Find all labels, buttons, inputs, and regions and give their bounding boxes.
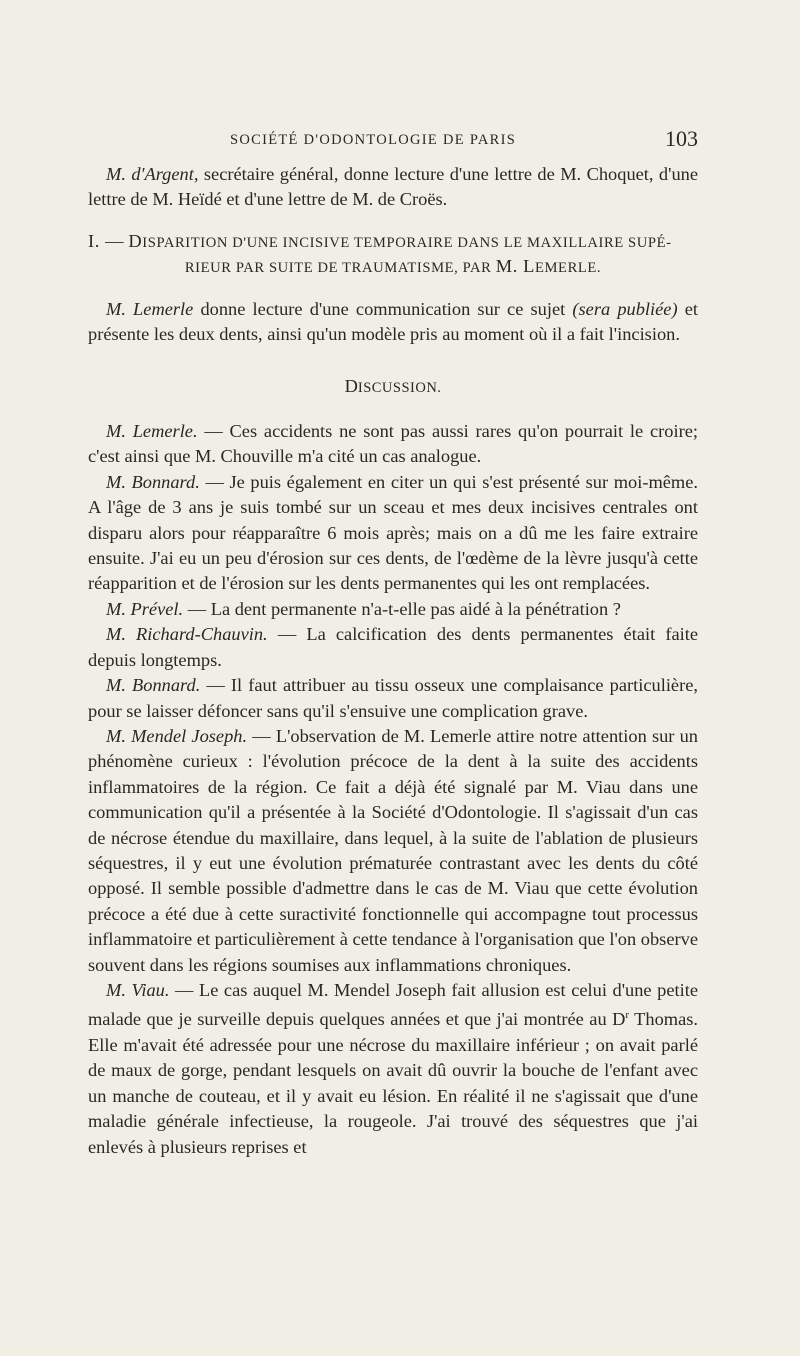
discussion-heading: DISCUSSION.	[344, 375, 442, 396]
speaker-name: M. Viau.	[106, 979, 170, 1000]
speaker-name: M. Richard-Chauvin.	[106, 624, 268, 645]
speaker-name: M. Lemerle	[106, 298, 194, 319]
paragraph-text: — Je puis également en citer un qui s'est présenté sur moi-même. A l'âge de 3 ans je suis tombé sur un sceau et mes deux incisives centrales ont disparu alors pour réapparaître 6 mois après; mais on a dû me les faire extraire ensuite. J'ai eu un peu d'érosion sur ces dents, de l'œdème de la lèvre jusqu'à cette réapparition et de l'érosion sur les dents permanentes qui les ont remplacées.	[88, 471, 698, 594]
intro-paragraph	[88, 162, 698, 213]
speaker-name: M. Bonnard.	[106, 675, 201, 696]
speaker-name: M. Lemerle.	[106, 421, 198, 442]
paragraph-text: — Il faut attribuer au tissu osseux une complaisance particulière, pour se laisser défoncer sans qu'il s'ensuive une complication grave.	[88, 675, 698, 721]
discussion-paragraph	[88, 470, 698, 597]
paragraph-text: — L'observation de M. Lemerle attire notre attention sur un phénomène curieux : l'évolution précoce de la dent à la suite des accidents inflammatoires de la région. Ce fait a déjà été signalé par M. Viau dans une communication qu'il a présentée à la Société d'Odontologie. Il s'agissait d'un cas de nécrose étendue du maxillaire, dans lequel, à la suite de l'ablation de plusieurs séquestres, il y eut une évolution prématurée contrastant avec les dents du côté opposé. Il semble possible d'admettre dans le cas de M. Viau que cette évolution précoce a été due à cette suractivité fonctionnelle qui accompagne tout processus inflammatoire et particulièrement à cette tendance à l'organisation que l'on observe souvent dans les régions soumises aux inflammations chroniques.	[88, 725, 698, 975]
page-body	[88, 162, 698, 1160]
paragraph-text: — La dent permanente n'a-t-elle pas aidé à la pénétration ?	[187, 598, 621, 619]
discussion-paragraph: M. Viau. — Le cas auquel M. Mendel Joseph fait allusion est celui d'une petite malade que je surveille depuis quelques années et que j'ai montrée au $D^r$ Thomas. Elle m'avait été adressée pour une nécrose du maxillaire inférieur ; on avait parlé de maux de gorge, pendant lesquels on avait dû ouvrir la bouche de l'enfant avec un manche de couteau, et il y avait eu lésion. En réalité il ne s'agissait que d'une maladie générale infectieuse, la rougeole. J'ai trouvé des séquestres que j'ai enlevés à plusieurs reprises et	[88, 979, 698, 1157]
page-number: 103	[665, 126, 698, 151]
speaker-name: M. Mendel Joseph.	[106, 725, 248, 746]
running-head: SOCIÉTÉ D'ODONTOLOGIE DE PARIS	[230, 132, 517, 148]
speaker-name: M. Prével.	[106, 598, 184, 619]
speaker-name: M. d'Argent,	[106, 164, 199, 184]
speaker-name: M. Bonnard.	[106, 471, 200, 492]
discussion-paragraph	[88, 724, 698, 978]
discussion-paragraph	[88, 419, 698, 470]
lemerle-intro-paragraph: M. Lemerle donne lecture d'une communication sur ce sujet (sera publiée) et présente les deux dents, ainsi qu'un modèle pris au moment où il a fait l'incision.	[88, 298, 698, 345]
paragraph-text: secrétaire général, donne lecture d'une lettre de M. Choquet, d'une lettre de M. Heïdé et d'une lettre de M. de Croës.	[88, 164, 698, 210]
discussion-paragraph	[88, 622, 698, 673]
discussion-paragraph	[88, 597, 698, 622]
page-header	[88, 126, 698, 156]
paragraph-text: — La calcification des dents permanentes était faite depuis longtemps.	[88, 624, 699, 670]
section-heading: I. — DISPARITION D'UNE INCISIVE TEMPORAIRE DANS LE MAXILLAIRE SUPÉ- RIEUR PAR SUITE DE TRAUMATISME, PAR M. LEMERLE.	[88, 230, 672, 276]
paragraph-text: — Ces accidents ne sont pas aussi rares qu'on pourrait le croire; c'est ainsi que M. Chouville m'a cité un cas analogue.	[88, 421, 698, 467]
discussion-paragraph	[88, 673, 698, 724]
